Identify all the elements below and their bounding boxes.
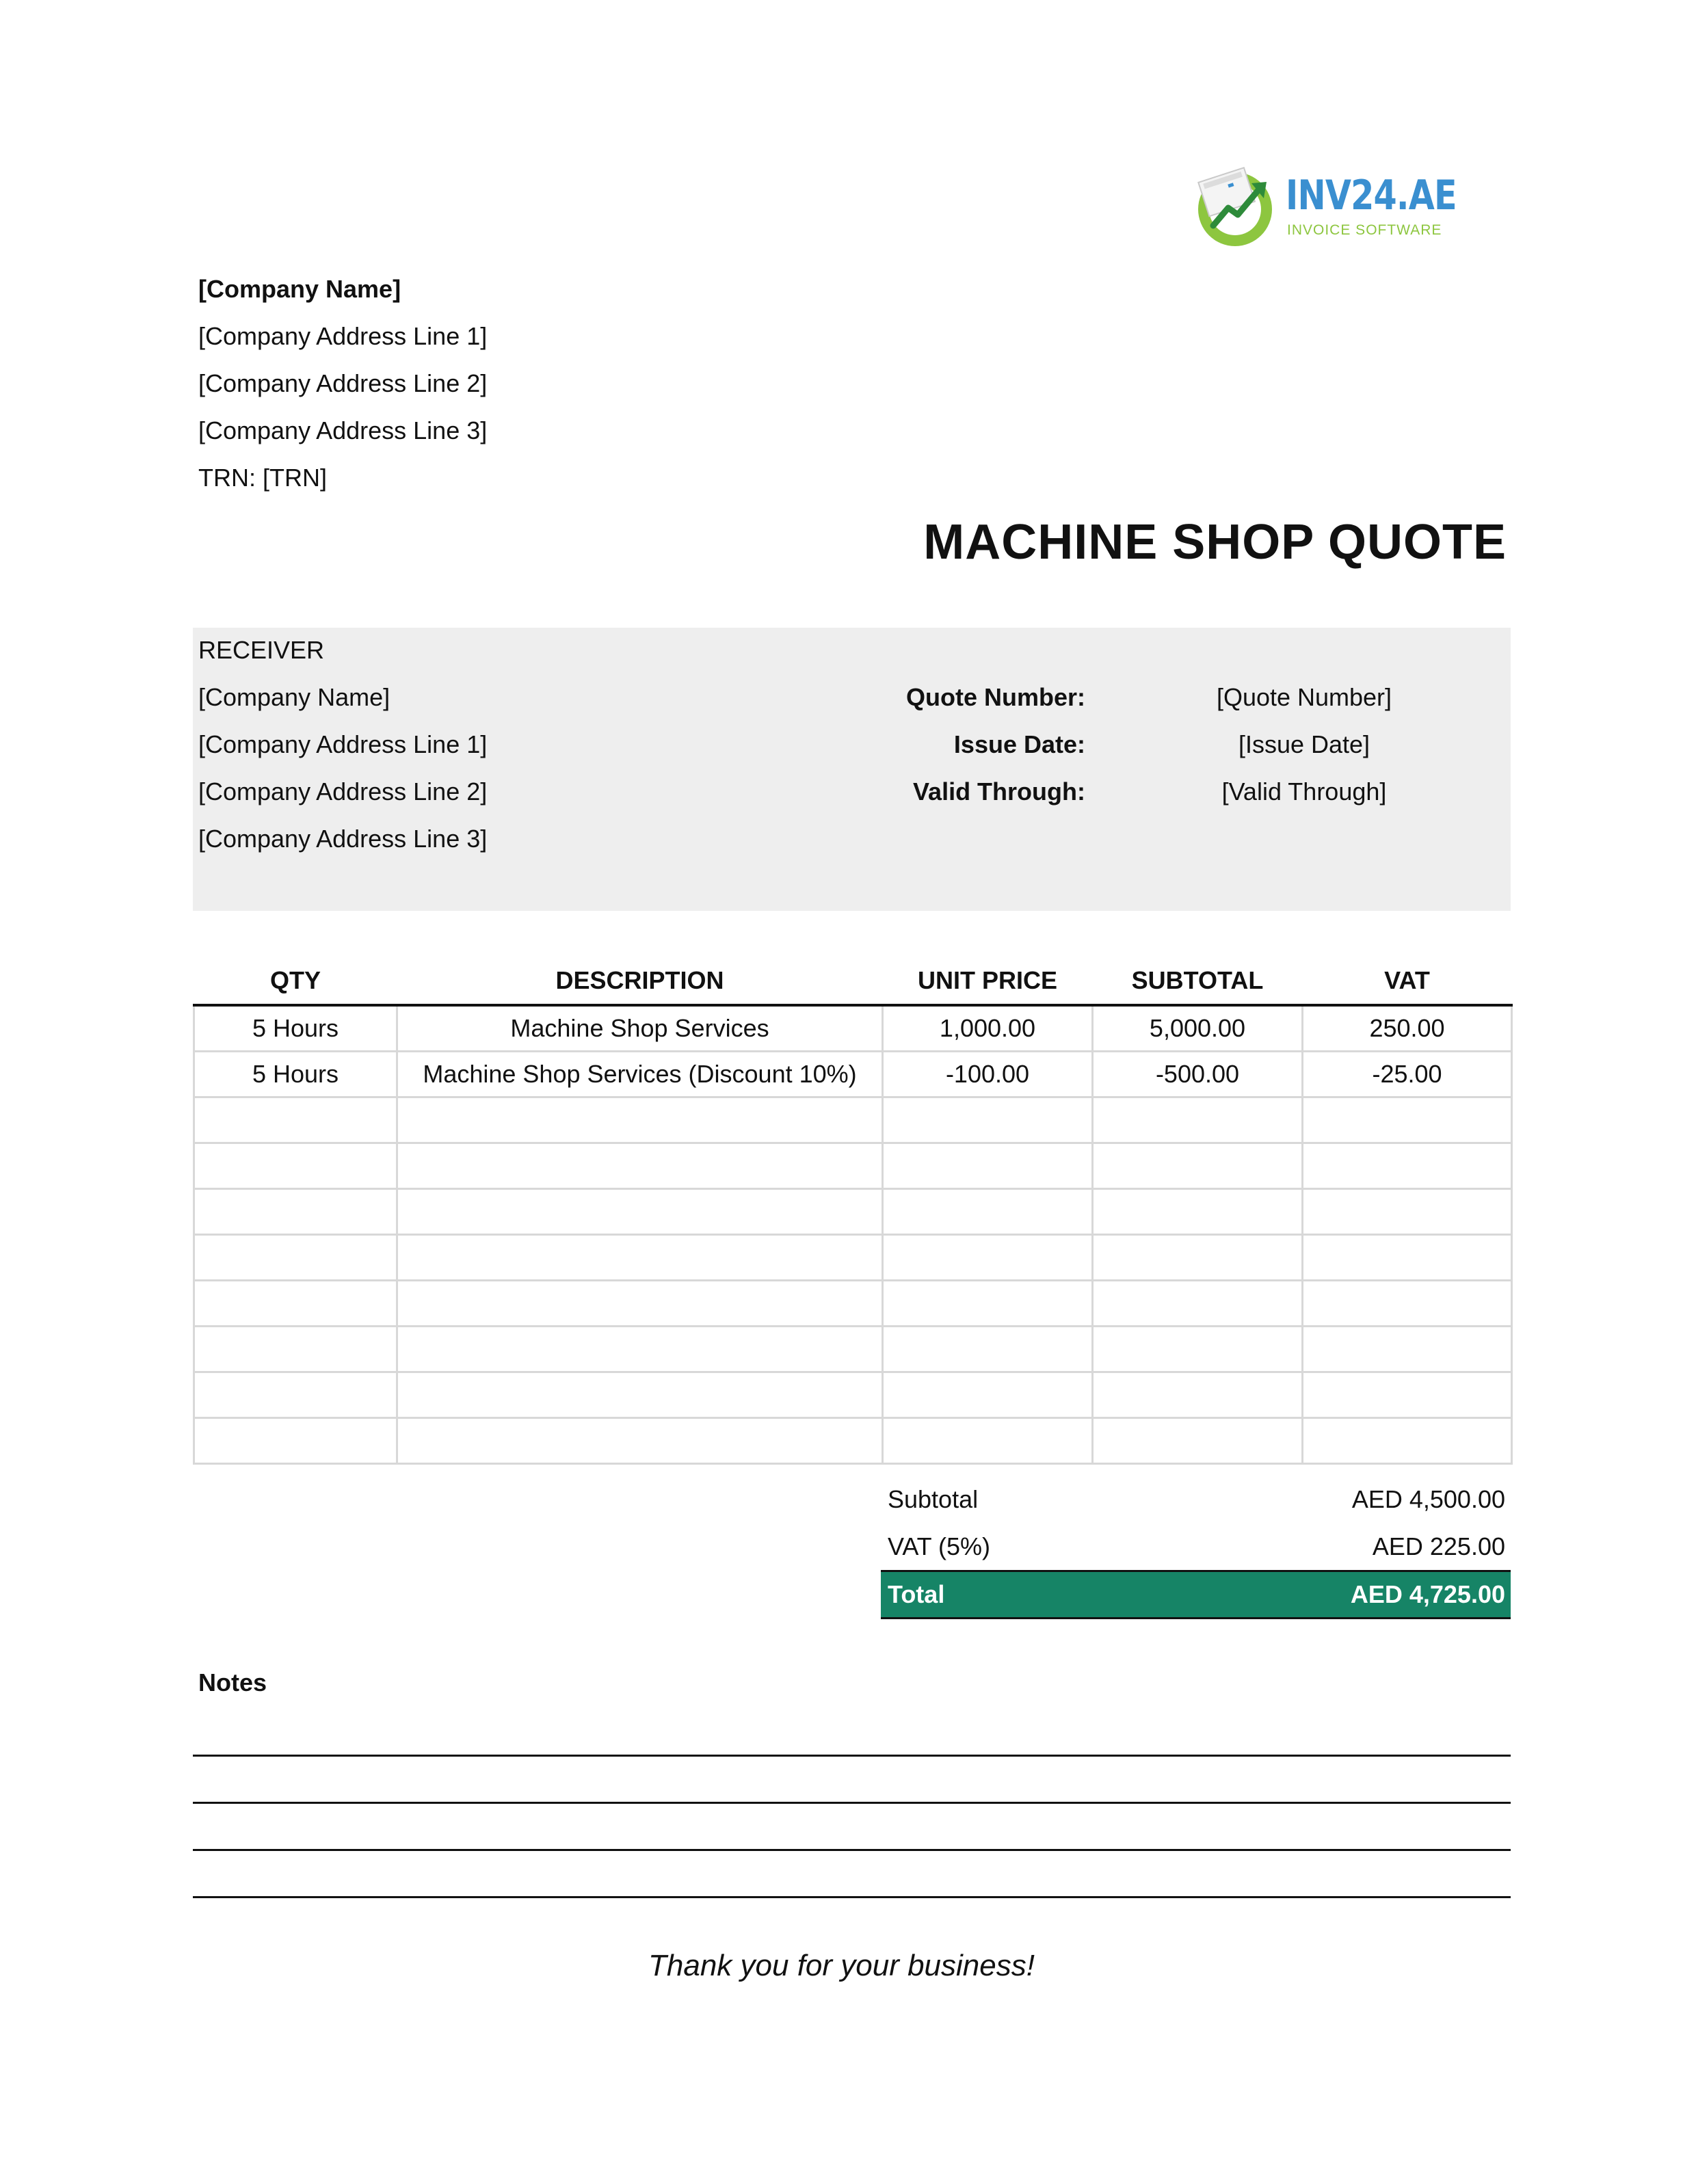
cell-vat: -25.00 [1303, 1052, 1512, 1097]
thank-you-message: Thank you for your business! [648, 1949, 1035, 1982]
vat-row [881, 1523, 1511, 1570]
cell-vat [1303, 1235, 1512, 1281]
table-row [194, 1143, 1512, 1189]
cell-description: Machine Shop Services (Discount 10%) [397, 1052, 883, 1097]
logo-brand-text: INV24.AE [1286, 172, 1457, 219]
table-row [194, 1052, 1512, 1097]
cell-unit-price: 1,000.00 [883, 1005, 1093, 1052]
cell-vat [1303, 1281, 1512, 1327]
sender-block [198, 272, 487, 508]
cell-vat [1303, 1418, 1512, 1464]
cell-subtotal [1093, 1281, 1303, 1327]
cell-unit-price: -100.00 [883, 1052, 1093, 1097]
cell-subtotal [1093, 1418, 1303, 1464]
receiver-panel [193, 628, 1511, 911]
cell-unit-price [883, 1418, 1093, 1464]
logo-emblem-icon [1193, 163, 1282, 252]
cell-description [397, 1143, 883, 1189]
cell-subtotal [1093, 1372, 1303, 1418]
column-header-description: DESCRIPTION [397, 957, 883, 1005]
cell-description [397, 1327, 883, 1372]
cell-subtotal [1093, 1097, 1303, 1143]
table-row [194, 1189, 1512, 1235]
cell-description [397, 1189, 883, 1235]
cell-qty [194, 1143, 397, 1189]
vat-value: AED 225.00 [1372, 1532, 1505, 1560]
cell-unit-price [883, 1235, 1093, 1281]
issue-date-label: Issue Date: [953, 730, 1085, 758]
table-row [194, 1281, 1512, 1327]
notes-line [193, 1849, 1511, 1851]
column-header-qty: QTY [194, 957, 397, 1005]
cell-vat [1303, 1327, 1512, 1372]
receiver-address-line-2: [Company Address Line 2] [198, 777, 488, 805]
sender-address-line-3: [Company Address Line 3] [198, 416, 488, 444]
issue-date-value: [Issue Date] [1238, 730, 1370, 758]
table-row [194, 1235, 1512, 1281]
notes-heading: Notes [198, 1668, 267, 1696]
document-title: MACHINE SHOP QUOTE [923, 515, 1507, 570]
subtotal-value: AED 4,500.00 [1351, 1485, 1505, 1513]
receiver-heading: RECEIVER [198, 636, 325, 664]
notes-line [193, 1802, 1511, 1804]
cell-vat [1303, 1372, 1512, 1418]
column-header-subtotal: SUBTOTAL [1093, 957, 1303, 1005]
notes-line [193, 1755, 1511, 1757]
inv24-logo [1193, 163, 1457, 252]
table-row [194, 1372, 1512, 1418]
cell-description [397, 1418, 883, 1464]
cell-subtotal: -500.00 [1093, 1052, 1303, 1097]
cell-qty [194, 1418, 397, 1464]
cell-unit-price [883, 1097, 1093, 1143]
logo-tagline: INVOICE SOFTWARE [1287, 222, 1442, 238]
subtotal-label: Subtotal [888, 1485, 979, 1513]
table-row [194, 1097, 1512, 1143]
notes-line [193, 1896, 1511, 1898]
vat-label: VAT (5%) [888, 1532, 991, 1560]
cell-vat [1303, 1143, 1512, 1189]
cell-qty: 5 Hours [194, 1005, 397, 1052]
cell-vat [1303, 1097, 1512, 1143]
cell-qty [194, 1327, 397, 1372]
cell-unit-price [883, 1327, 1093, 1372]
cell-unit-price [883, 1189, 1093, 1235]
column-header-unit-price: UNIT PRICE [883, 957, 1093, 1005]
receiver-block [198, 633, 487, 869]
valid-through-value: [Valid Through] [1221, 777, 1387, 805]
table-header-row [194, 957, 1512, 1005]
sender-company-name: [Company Name] [198, 275, 401, 303]
cell-subtotal [1093, 1189, 1303, 1235]
cell-vat: 250.00 [1303, 1005, 1512, 1052]
table-row [194, 1418, 1512, 1464]
cell-qty [194, 1235, 397, 1281]
table-row [194, 1327, 1512, 1372]
cell-description: Machine Shop Services [397, 1005, 883, 1052]
quote-number-label: Quote Number: [905, 683, 1085, 711]
cell-unit-price [883, 1281, 1093, 1327]
sender-trn: TRN: [TRN] [198, 464, 327, 492]
cell-subtotal [1093, 1327, 1303, 1372]
cell-subtotal: 5,000.00 [1093, 1005, 1303, 1052]
cell-qty [194, 1097, 397, 1143]
cell-unit-price [883, 1143, 1093, 1189]
receiver-company-name: [Company Name] [198, 683, 390, 711]
receiver-address-line-1: [Company Address Line 1] [198, 730, 488, 758]
receiver-address-line-3: [Company Address Line 3] [198, 825, 488, 853]
sender-address-line-1: [Company Address Line 1] [198, 322, 488, 350]
totals-block [881, 1476, 1511, 1619]
total-value: AED 4,725.00 [1350, 1580, 1505, 1608]
cell-qty [194, 1372, 397, 1418]
cell-qty [194, 1281, 397, 1327]
cell-qty: 5 Hours [194, 1052, 397, 1097]
total-row [881, 1570, 1511, 1619]
cell-description [397, 1372, 883, 1418]
cell-unit-price [883, 1372, 1093, 1418]
cell-description [397, 1235, 883, 1281]
subtotal-row [881, 1476, 1511, 1523]
line-items-table [193, 957, 1513, 1465]
total-label: Total [888, 1580, 945, 1608]
table-row [194, 1005, 1512, 1052]
cell-description [397, 1281, 883, 1327]
cell-qty [194, 1189, 397, 1235]
quote-number-value: [Quote Number] [1216, 683, 1392, 711]
cell-subtotal [1093, 1143, 1303, 1189]
cell-subtotal [1093, 1235, 1303, 1281]
column-header-vat: VAT [1303, 957, 1512, 1005]
cell-vat [1303, 1189, 1512, 1235]
valid-through-label: Valid Through: [913, 777, 1085, 805]
sender-address-line-2: [Company Address Line 2] [198, 369, 488, 397]
cell-description [397, 1097, 883, 1143]
